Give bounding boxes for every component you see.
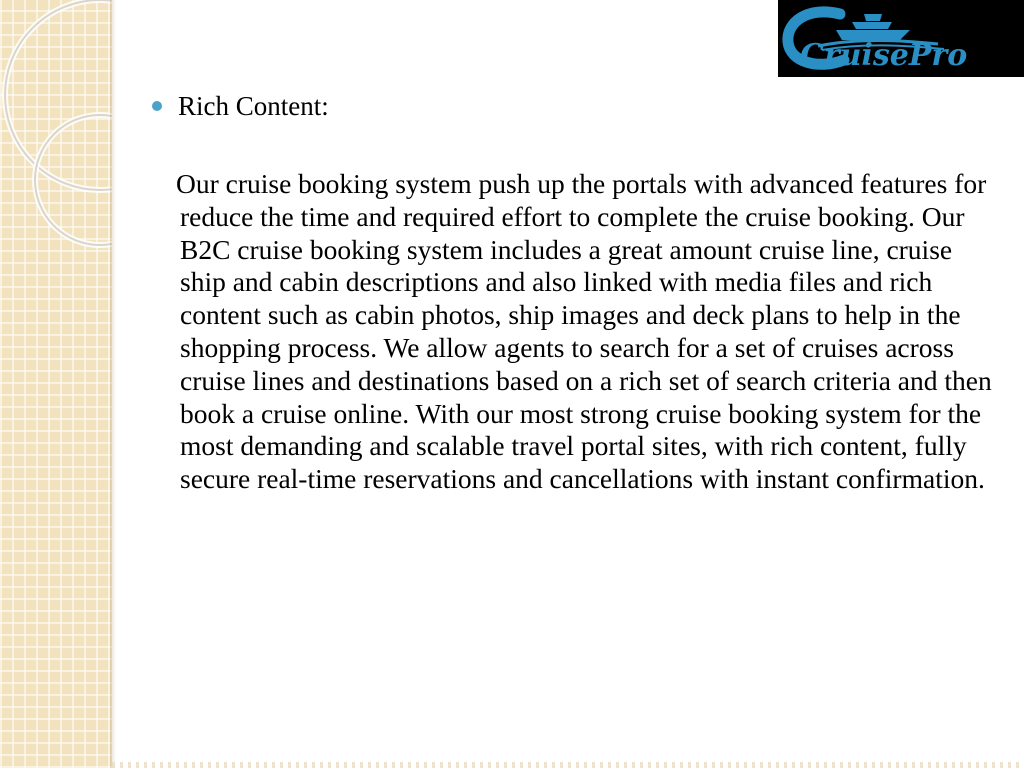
bullet-heading: Rich Content: [178,91,329,121]
cruisepro-logo [778,0,1024,77]
bullet-icon [152,101,162,111]
decorative-rings [0,0,112,768]
body-paragraph: Our cruise booking system push up the portals with advanced features for reduce the time and required effort to complete the cruise booking. Our B2C cruise booking system includes a great amount cruise line, cruise ship and cabin descriptions and also linked with media files and rich content such as cabin photos, ship images and deck plans to help in the shopping process. We allow agents to search for a set of cruises across cruise lines and destinations based on a rich set of search criteria and then book a cruise online. With our most strong cruise booking system for the most demanding and scalable travel portal sites, with rich content, fully secure real-time reservations and cancellations with instant confirmation. [176,168,992,495]
slide-content [150,86,990,496]
logo-text: CruisePro [800,38,968,73]
decorative-side-strip [0,0,112,768]
bottom-border-dots [112,762,1024,768]
bullet-item [150,86,990,126]
side-strip-edge [110,0,116,768]
